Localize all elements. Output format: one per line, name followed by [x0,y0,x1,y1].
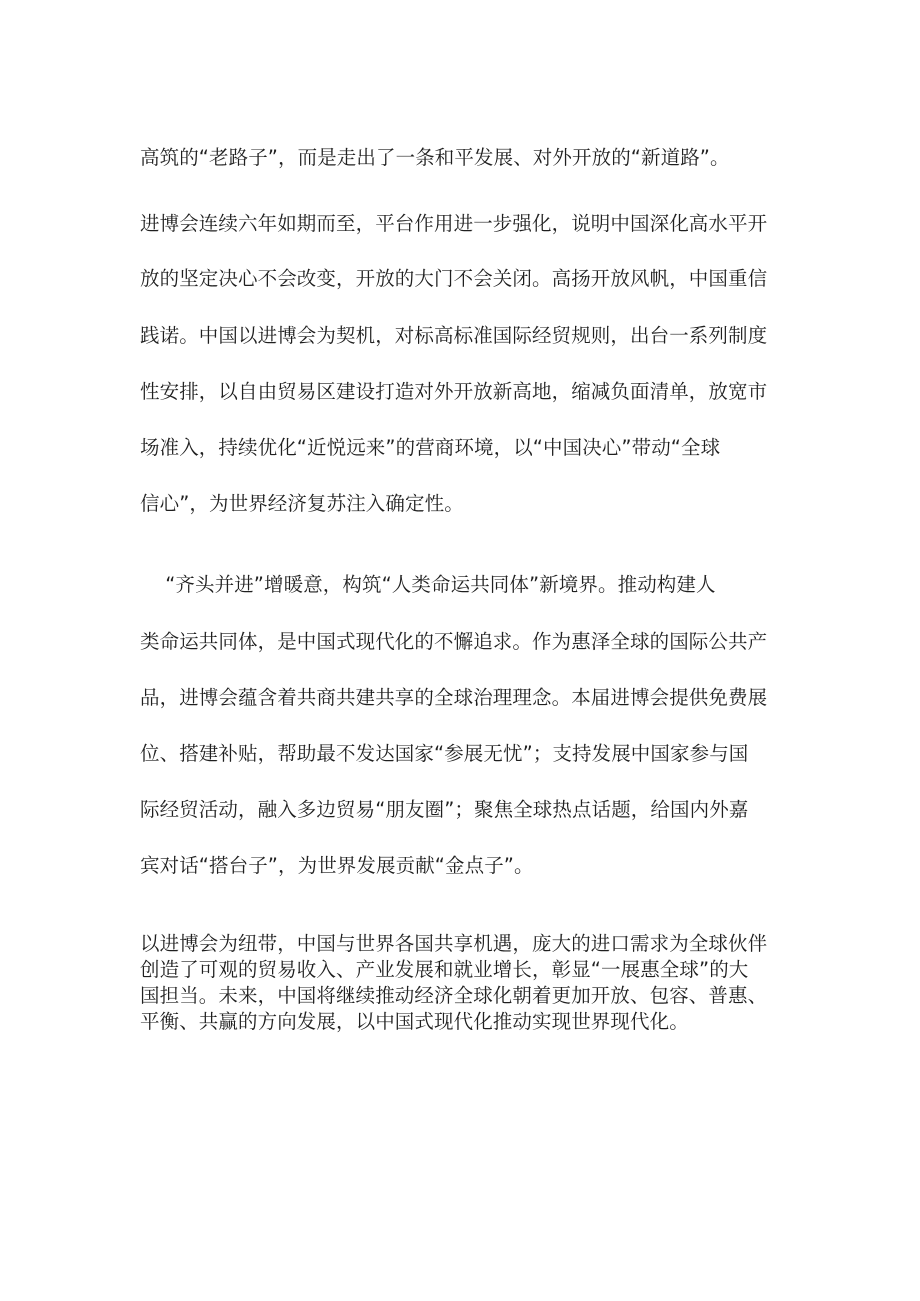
paragraph-2-line-2: 类命运共同体，是中国式现代化的不懈追求。作为惠泽全球的国际公共产 [140,630,768,653]
paragraph-1-line-7: 信心”，为世界经济复苏注入确定性。 [140,492,464,515]
paragraph-2-line-1: “齐头并进”增暖意，构筑“人类命运共同体”新境界。推动构建人 [140,573,716,596]
paragraph-3-line-4: 平衡、共赢的方向发展，以中国式现代化推动实现世界现代化。 [140,1010,689,1033]
paragraph-1-line-6: 场准入，持续优化“近悦远来”的营商环境，以“中国决心”带动“全球 [140,436,721,459]
paragraph-1-line-2: 进博会连续六年如期而至，平台作用进一步强化，说明中国深化高水平开 [140,212,768,235]
paragraph-2-line-5: 际经贸活动，融入多边贸易“朋友圈”；聚焦全球热点话题，给国内外嘉 [140,798,749,821]
paragraph-2-line-4: 位、搭建补贴，帮助最不发达国家“参展无忧”；支持发展中国家参与国 [140,742,749,765]
paragraph-1-line-5: 性安排，以自由贸易区建设打造对外开放新高地，缩减负面清单，放宽市 [140,380,768,403]
paragraph-1-line-1: 高筑的“老路子”，而是走出了一条和平发展、对外开放的“新道路”。 [140,146,730,169]
paragraph-3-line-2: 创造了可观的贸易收入、产业发展和就业增长，彰显“一展惠全球”的大 [140,958,749,981]
paragraph-2-line-6: 宾对话“搭台子”，为世界发展贡献“金点子”。 [140,854,534,877]
paragraph-3-line-3: 国担当。未来，中国将继续推动经济全球化朝着更加开放、包容、普惠、 [140,984,768,1007]
paragraph-1-line-4: 践诺。中国以进博会为契机，对标高标准国际经贸规则，出台一系列制度 [140,324,768,347]
paragraph-1-line-3: 放的坚定决心不会改变，开放的大门不会关闭。高扬开放风帆，中国重信 [140,267,768,290]
paragraph-2-line-3: 品，进博会蕴含着共商共建共享的全球治理理念。本届进博会提供免费展 [140,686,768,709]
paragraph-3-line-1: 以进博会为纽带，中国与世界各国共享机遇，庞大的进口需求为全球伙伴 [140,932,768,955]
